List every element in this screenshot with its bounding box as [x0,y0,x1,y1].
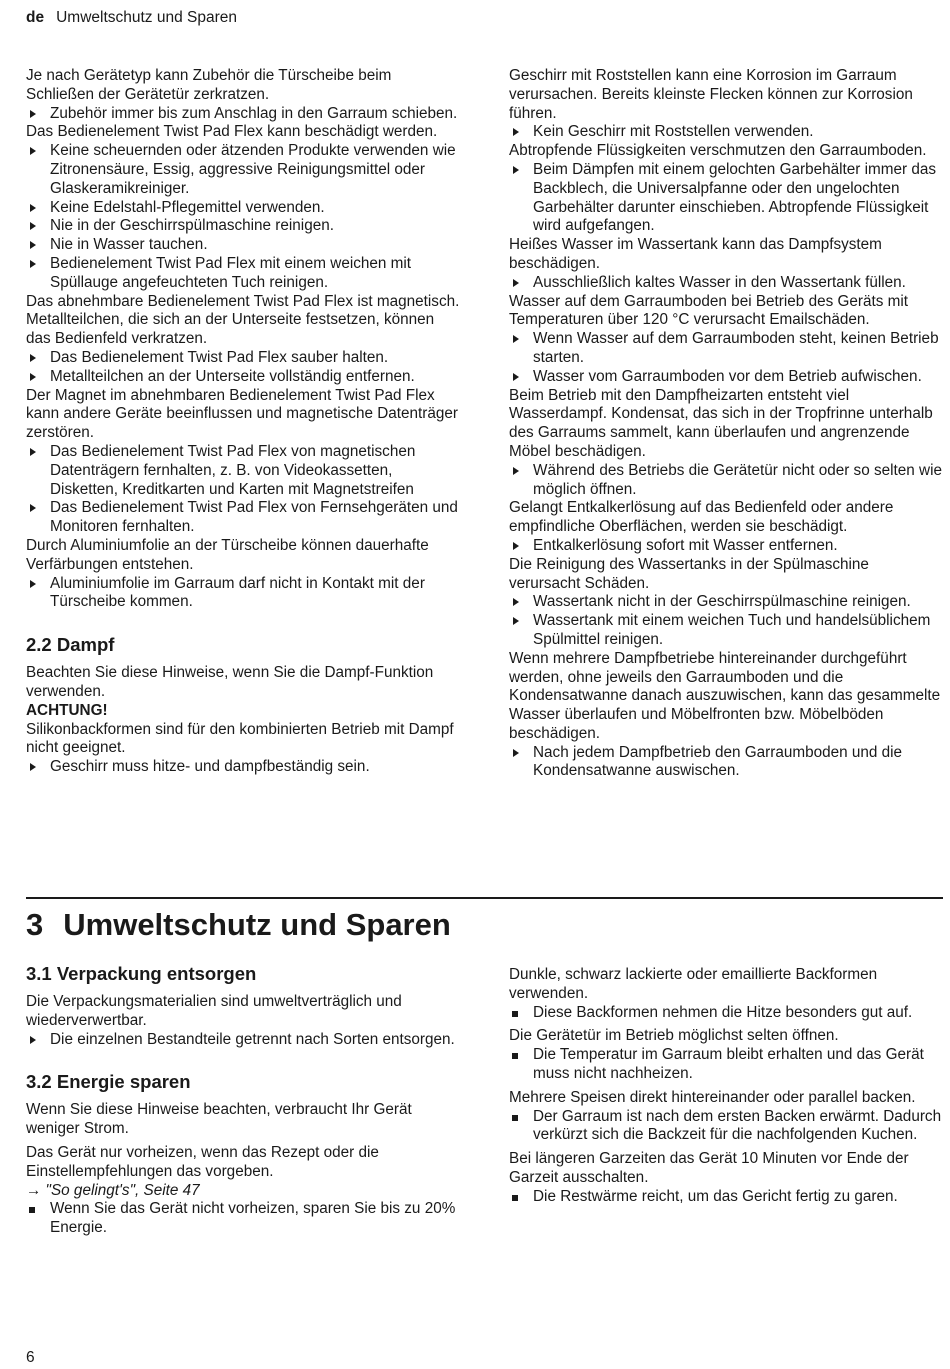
list-item: Entkalkerlösung sofort mit Wasser entfernen. [509,537,943,556]
paragraph: Beim Betrieb mit den Dampfheizarten entsteht viel Wasserdampf. Kondensat, das sich in der Tropfrinne unterhalb des Garraums sammelt, kann überlaufen und angrenzende Möbel beschädigen. [509,386,933,460]
list-item: Nie in der Geschirrspülmaschine reinigen. [26,217,462,236]
page-number: 6 [26,1349,35,1366]
list-item: Zubehör immer bis zum Anschlag in den Garraum schieben. [26,105,462,124]
bottom-right-column [509,966,943,1207]
paragraph: Abtropfende Flüssigkeiten verschmutzen den Garraumboden. [509,142,927,160]
list-item: Der Garraum ist nach dem ersten Backen erwärmt. Dadurch verkürzt sich die Backzeit für die nachfolgenden Kuchen. [509,1108,943,1146]
paragraph: Das abnehmbare Bedienelement Twist Pad Flex ist magnetisch. Metallteilchen, die sich an der Unterseite festsetzen, können das Bedienfeld verkratzen. [26,292,460,348]
list-item: Das Bedienelement Twist Pad Flex von magnetischen Datenträgern fernhalten, z. B. von Videokassetten, Disketten, Kreditkarten und Karten mit Magnetstreifen [26,443,462,499]
list-item: Nach jedem Dampfbetrieb den Garraumboden und die Kondensatwanne auswischen. [509,744,943,782]
list-item: Das Bedienelement Twist Pad Flex von Fernsehgeräten und Monitoren fernhalten. [26,499,462,537]
list-item: Die einzelnen Bestandteile getrennt nach Sorten entsorgen. [26,1031,462,1050]
paragraph: Die Reinigung des Wassertanks in der Spülmaschine verursacht Schäden. [509,555,869,592]
list-item: Geschirr muss hitze- und dampfbeständig sein. [26,758,462,777]
list-item: Kein Geschirr mit Roststellen verwenden. [509,123,943,142]
list-item: Wasser vom Garraumboden vor dem Betrieb aufwischen. [509,368,943,387]
list-item: Metallteilchen an der Unterseite vollständig entfernen. [26,368,462,387]
chapter-number: 3 [26,907,44,942]
paragraph: Wasser auf dem Garraumboden bei Betrieb des Geräts mit Temperaturen über 120 °C verursacht Emailschäden. [509,292,909,329]
bottom-left-column [26,963,462,1238]
list-item: Bedienelement Twist Pad Flex mit einem weichen mit Spüllauge angefeuchteten Tuch reinigen. [26,255,462,293]
paragraph: Beachten Sie diese Hinweise, wenn Sie die Dampf-Funktion verwenden. [26,664,434,700]
warning-label: ACHTUNG! [26,701,108,719]
paragraph: Der Magnet im abnehmbaren Bedienelement Twist Pad Flex kann andere Geräte beeinflussen und magnetische Datenträger zerstören. [26,386,458,442]
header-title: Umweltschutz und Sparen [56,9,238,26]
paragraph: Die Gerätetür im Betrieb möglichst selten öffnen. [509,1027,839,1045]
list-item: Die Restwärme reicht, um das Gericht fertig zu garen. [509,1188,943,1207]
chapter-divider [26,897,943,899]
paragraph: Bei längeren Garzeiten das Gerät 10 Minuten vor Ende der Garzeit ausschalten. [509,1150,909,1186]
list-item: Wenn Wasser auf dem Garraumboden steht, keinen Betrieb starten. [509,330,943,368]
list-item: Nie in Wasser tauchen. [26,236,462,255]
list-item: Wassertank mit einem weichen Tuch und handelsüblichem Spülmittel reinigen. [509,612,943,650]
right-column [509,67,943,781]
list-item: Das Bedienelement Twist Pad Flex sauber halten. [26,349,462,368]
paragraph: Das Bedienelement Twist Pad Flex kann beschädigt werden. [26,123,438,141]
language-code: de [26,9,45,26]
list-item: Beim Dämpfen mit einem gelochten Garbehälter immer das Backblech, die Universalpfanne oder den ungelochten Garbehälter darunter einschieben. Abtropfende Flüssigkeit wird aufgefangen. [509,161,943,236]
chapter-title [26,905,451,945]
list-item: Wassertank nicht in der Geschirrspülmaschine reinigen. [509,593,943,612]
left-column [26,67,462,777]
paragraph: Wenn mehrere Dampfbetriebe hintereinander durchgeführt werden, ohne jeweils den Garraumboden und die Kondensatwanne danach auszuwischen, kann das gesammelte Wasser überlaufen und Möbelfronten bzw. Möbelböden beschädigen. [509,649,941,742]
paragraph: Silikonbackformen sind für den kombinierten Betrieb mit Dampf nicht geeignet. [26,720,454,757]
list-item: Wenn Sie das Gerät nicht vorheizen, sparen Sie bis zu 20% Energie. [26,1200,462,1238]
paragraph: Das Gerät nur vorheizen, wenn das Rezept oder die Einstellempfehlungen das vorgeben. [26,1143,379,1180]
paragraph: Je nach Gerätetyp kann Zubehör die Türscheibe beim Schließen der Gerätetür zerkratzen. [26,67,392,103]
paragraph: Dunkle, schwarz lackierte oder emaillierte Backformen verwenden. [509,966,878,1002]
page-header [26,9,237,27]
list-item: Keine scheuernden oder ätzenden Produkte verwenden wie Zitronensäure, Essig, aggressive Reinigungsmittel oder Glaskeramikreiniger. [26,142,462,198]
list-item: Die Temperatur im Garraum bleibt erhalten und das Gerät muss nicht nachheizen. [509,1046,943,1084]
section-heading-dampf: 2.2 Dampf [26,634,115,656]
paragraph: Mehrere Speisen direkt hintereinander oder parallel backen. [509,1088,916,1106]
paragraph: Durch Aluminiumfolie an der Türscheibe können dauerhafte Verfärbungen entstehen. [26,536,429,573]
list-item: Während des Betriebs die Gerätetür nicht oder so selten wie möglich öffnen. [509,462,943,500]
list-item: Ausschließlich kaltes Wasser in den Wassertank füllen. [509,274,943,293]
paragraph: Gelangt Entkalkerlösung auf das Bedienfeld oder andere empfindliche Oberflächen, werden sie beschädigt. [509,499,894,536]
section-heading-energie: 3.2 Energie sparen [26,1071,191,1093]
paragraph: Geschirr mit Roststellen kann eine Korrosion im Garraum verursachen. Bereits kleinste Flecken können zur Korrosion führen. [509,67,913,122]
paragraph: Heißes Wasser im Wassertank kann das Dampfsystem beschädigen. [509,236,882,272]
list-item: Aluminiumfolie im Garraum darf nicht in Kontakt mit der Türscheibe kommen. [26,575,462,613]
paragraph: Wenn Sie diese Hinweise beachten, verbraucht Ihr Gerät weniger Strom. [26,1101,412,1138]
chapter-title-text: Umweltschutz und Sparen [63,907,451,942]
section-heading-verpackung: 3.1 Verpackung entsorgen [26,963,257,984]
list-item: Keine Edelstahl-Pflegemittel verwenden. [26,199,462,218]
paragraph: Die Verpackungsmaterialien sind umweltverträglich und wiederverwertbar. [26,993,402,1029]
cross-reference-link[interactable]: → "So gelingt's", Seite 47 [26,1181,200,1199]
list-item: Diese Backformen nehmen die Hitze besonders gut auf. [509,1004,943,1023]
